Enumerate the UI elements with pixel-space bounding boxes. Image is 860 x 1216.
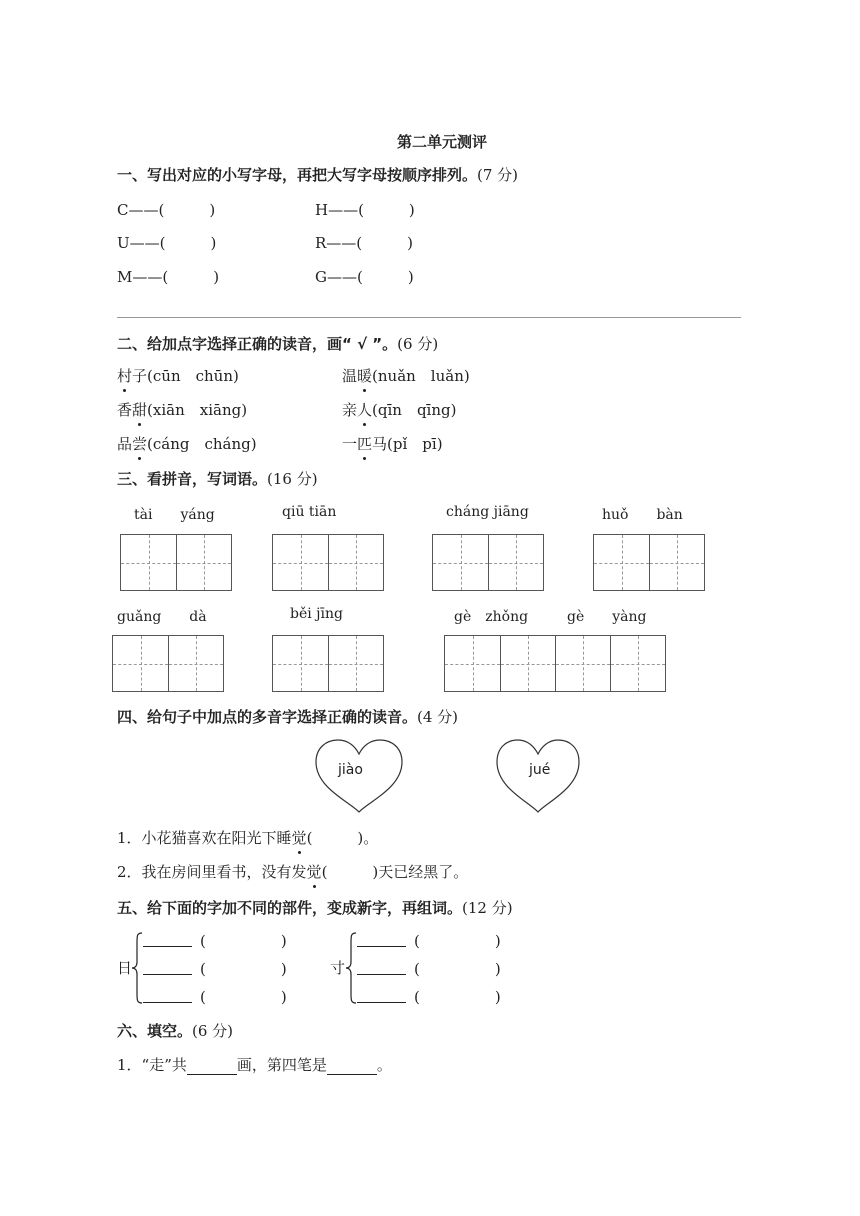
pinyin-options: (cūn chūn) — [147, 367, 239, 385]
writing-grid[interactable] — [444, 635, 666, 692]
pinyin-prompt: tài yáng — [134, 507, 215, 523]
answer-blank[interactable] — [327, 1056, 377, 1075]
writing-grid[interactable] — [593, 534, 705, 591]
section-divider — [117, 317, 741, 318]
base-char: 日 — [117, 959, 133, 977]
section-6-points: (6 分) — [192, 1022, 234, 1040]
dotted-char: 村 — [117, 367, 133, 385]
sentence-question — [117, 827, 378, 848]
word-blank[interactable]: ( ) — [414, 960, 501, 978]
pinyin-options: (pǐ pī) — [387, 435, 443, 453]
sentence-text: 1．小花猫喜欢在阳光下睡 — [117, 829, 292, 847]
section-5-points: (12 分) — [462, 899, 513, 917]
answer-line[interactable] — [143, 1002, 192, 1003]
writing-grid[interactable] — [272, 635, 384, 692]
pronunciation-item — [342, 433, 443, 454]
writing-grid[interactable] — [120, 534, 232, 591]
word-blank[interactable]: ( ) — [200, 988, 287, 1006]
question-text: 画，第四笔是 — [236, 1056, 327, 1074]
page-title: 第二单元测评 — [397, 133, 488, 151]
pronunciation-item — [342, 365, 470, 386]
letter-item: U——( ) — [117, 234, 217, 252]
base-char: 寸 — [330, 959, 346, 977]
section-3-text: 三、看拼音，写词语。 — [117, 470, 268, 488]
dotted-char: 人 — [357, 401, 373, 419]
word-blank[interactable]: ( ) — [414, 932, 501, 950]
pinyin-prompt: gè zhǒng — [454, 609, 529, 625]
section-1-heading — [117, 164, 518, 185]
answer-line[interactable] — [143, 946, 192, 947]
letter-item: R——( ) — [315, 234, 413, 252]
brace-icon — [345, 932, 357, 1004]
section-2-text: 二、给加点字选择正确的读音，画“ √ ”。 — [117, 335, 398, 353]
dotted-char: 觉 — [306, 863, 322, 881]
section-2-points: (6 分) — [397, 335, 439, 353]
heart-label: jué — [529, 762, 551, 778]
letter-item: M——( ) — [117, 268, 220, 286]
letter-item: H——( ) — [315, 201, 415, 219]
section-4-points: (4 分) — [417, 708, 459, 726]
char: 香 — [117, 401, 133, 419]
char: 亲 — [342, 401, 358, 419]
answer-line[interactable] — [357, 1002, 406, 1003]
pinyin-prompt: huǒ bàn — [602, 507, 683, 523]
heart-label: jiào — [338, 762, 363, 778]
answer-line[interactable] — [143, 974, 192, 975]
section-5-heading — [117, 897, 513, 918]
writing-grid[interactable] — [272, 534, 384, 591]
letter-item: G——( ) — [315, 268, 414, 286]
pinyin-prompt: qiū tiān — [282, 504, 337, 520]
dotted-char: 匹 — [357, 435, 373, 453]
fill-question — [117, 1054, 392, 1075]
section-3-heading — [117, 468, 318, 489]
pinyin-prompt: běi jīng — [290, 606, 343, 622]
char: 品 — [117, 435, 133, 453]
writing-grid[interactable] — [112, 635, 224, 692]
section-4-heading — [117, 706, 458, 727]
dotted-char: 觉 — [291, 829, 307, 847]
pinyin-prompt: cháng jiāng — [446, 504, 529, 520]
question-text: 1．“走”共 — [117, 1056, 187, 1074]
dotted-char: 尝 — [132, 435, 148, 453]
letter-item: C——( ) — [117, 201, 216, 219]
writing-grid[interactable] — [432, 534, 544, 591]
section-1-points: (7 分) — [477, 166, 519, 184]
char: 一 — [342, 435, 358, 453]
pinyin-options: (cáng cháng) — [147, 435, 257, 453]
question-text: 。 — [376, 1056, 392, 1074]
pinyin-options: (qīn qīng) — [372, 401, 457, 419]
section-2-heading — [117, 333, 438, 354]
section-1-text: 一、写出对应的小写字母，再把大写字母按顺序排列。 — [117, 166, 478, 184]
section-6-text: 六、填空。 — [117, 1022, 193, 1040]
pinyin-prompt: gè yàng — [567, 609, 647, 625]
section-4-text: 四、给句子中加点的多音字选择正确的读音。 — [117, 708, 418, 726]
dotted-char: 暖 — [357, 367, 373, 385]
word-blank[interactable]: ( ) — [200, 960, 287, 978]
pronunciation-item — [117, 365, 239, 386]
pronunciation-item — [117, 433, 257, 454]
answer-line[interactable] — [357, 974, 406, 975]
answer-line[interactable] — [357, 946, 406, 947]
sentence-question — [117, 861, 468, 882]
pronunciation-item — [342, 399, 456, 420]
dotted-char: 甜 — [132, 401, 148, 419]
char: 马 — [372, 435, 388, 453]
answer-blank[interactable]: ( )天已经黑了。 — [321, 863, 469, 881]
section-3-points: (16 分) — [267, 470, 318, 488]
section-6-heading — [117, 1020, 233, 1041]
word-blank[interactable]: ( ) — [200, 932, 287, 950]
pinyin-options: (xiān xiāng) — [147, 401, 248, 419]
word-blank[interactable]: ( ) — [414, 988, 501, 1006]
pinyin-options: (nuǎn luǎn) — [372, 367, 470, 385]
sentence-text: 2．我在房间里看书，没有发 — [117, 863, 307, 881]
char: 子 — [132, 367, 148, 385]
brace-icon — [131, 932, 143, 1004]
answer-blank[interactable]: ( )。 — [306, 829, 379, 847]
answer-blank[interactable] — [187, 1056, 237, 1075]
char: 温 — [342, 367, 358, 385]
section-5-text: 五、给下面的字加不同的部件，变成新字，再组词。 — [117, 899, 463, 917]
pinyin-prompt: guǎng dà — [117, 609, 207, 625]
pronunciation-item — [117, 399, 247, 420]
